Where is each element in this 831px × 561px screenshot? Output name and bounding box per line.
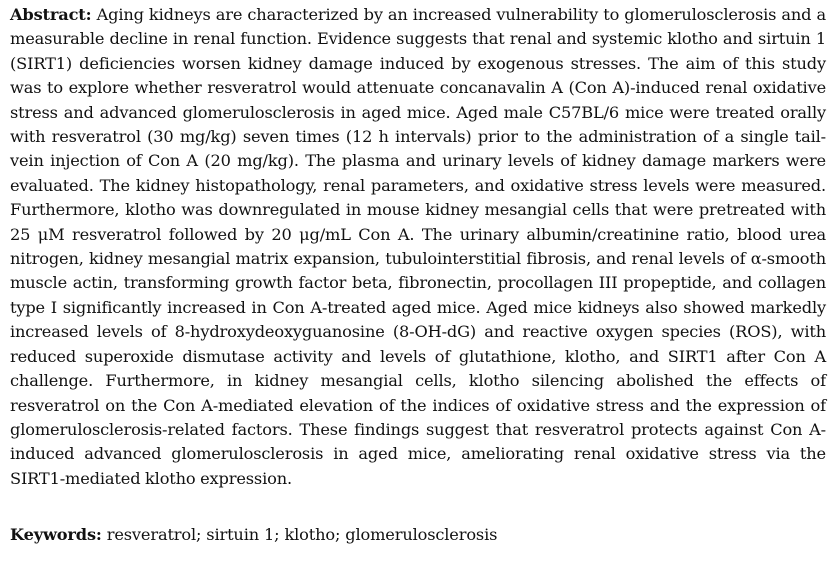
keywords-label: Keywords: <box>10 525 102 545</box>
keywords-text: resveratrol; sirtuin 1; klotho; glomerulosclerosis <box>106 525 498 545</box>
keywords-paragraph <box>10 523 826 547</box>
paper-page <box>10 3 826 548</box>
abstract-paragraph <box>10 3 826 491</box>
abstract-text: Aging kidneys are characterized by an increased vulnerability to glomerulosclerosis and a measurable decline in renal function. Evidence suggests that renal and systemic klotho and sirtuin 1 (SIRT1) deficiencies worsen kidney damage induced by exogenous stresses. The aim of this study was to explore whether resveratrol would attenuate concanavalin A (Con A)-induced renal oxidative stress and advanced glomerulosclerosis in aged mice. Aged male C57BL/6 mice were treated orally with resveratrol (30 mg/kg) seven times (12 h intervals) prior to the administration of a single tail-vein injection of Con A (20 mg/kg). The plasma and urinary levels of kidney damage markers were evaluated. The kidney histopathology, renal parameters, and oxidative stress levels were measured. Furthermore, klotho was downregulated in mouse kidney mesangial cells that were pretreated with 25 μM resveratrol followed by 20 μg/mL Con A. The urinary albumin/creatinine ratio, blood urea nitrogen, kidney mesangial matrix expansion, tubulointerstitial fibrosis, and renal levels of α-smooth muscle actin, transforming growth factor beta, fibronectin, procollagen III propeptide, and collagen type I significantly increased in Con A-treated aged mice. Aged mice kidneys also showed markedly increased levels of 8-hydroxydeoxyguanosine (8-OH-dG) and reactive oxygen species (ROS), with reduced superoxide dismutase activity and levels of glutathione, klotho, and SIRT1 after Con A challenge. Furthermore, in kidney mesangial cells, klotho silencing abolished the effects of resveratrol on the Con A-mediated elevation of the indices of oxidative stress and the expression of glomerulosclerosis-related factors. These findings suggest that resveratrol protects against Con A-induced advanced glomerulosclerosis in aged mice, ameliorating renal oxidative stress via the SIRT1-mediated klotho expression. <box>10 5 826 488</box>
abstract-label: Abstract: <box>10 5 92 24</box>
